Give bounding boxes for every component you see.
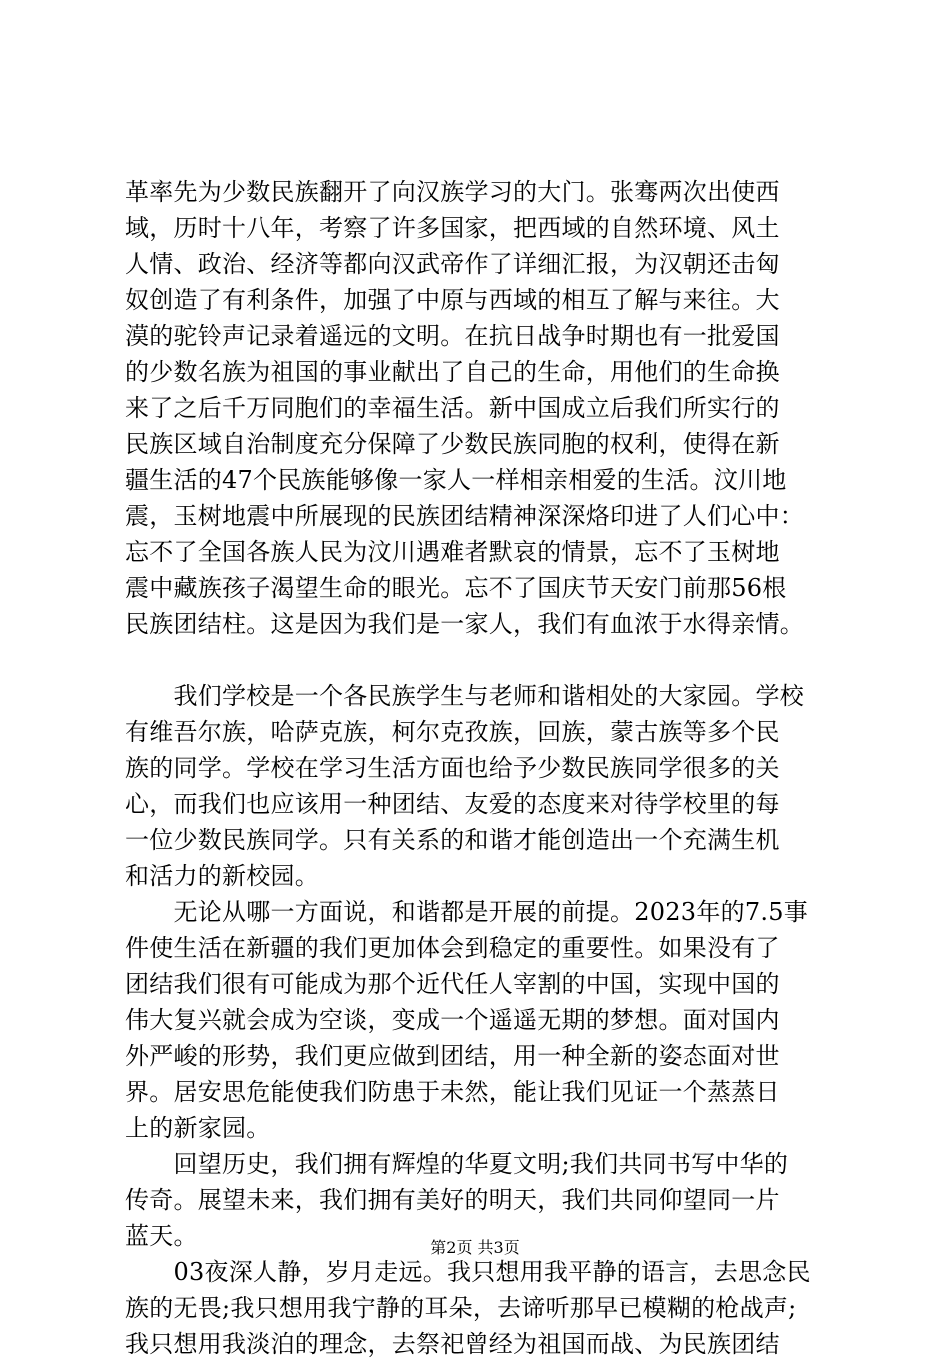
text-line: 团结我们很有可能成为那个近代任人宰割的中国，实现中国的 — [125, 970, 780, 998]
paragraph-school — [125, 678, 833, 894]
text-line: 蓝天。 — [125, 1222, 198, 1250]
text-line: 人情、政治、经济等都向汉武帝作了详细汇报，为汉朝还击匈 — [125, 250, 780, 278]
text-line: 03夜深人静，岁月走远。我只想用我平静的语言，去思念民 — [125, 1258, 811, 1286]
text-line: 民族区域自治制度充分保障了少数民族同胞的权利，使得在新 — [125, 430, 780, 458]
text-line: 伟大复兴就会成为空谈，变成一个遥遥无期的梦想。面对国内 — [125, 1006, 780, 1034]
text-line: 我只想用我淡泊的理念，去祭祀曾经为祖国而战、为民族团结 — [125, 1330, 780, 1358]
text-line: 革率先为少数民族翻开了向汉族学习的大门。张骞两次出使西 — [125, 178, 780, 206]
text-line: 疆生活的47个民族能够像一家人一样相亲相爱的生活。汶川地 — [125, 466, 787, 494]
text-line: 外严峻的形势，我们更应做到团结，用一种全新的姿态面对世 — [125, 1042, 780, 1070]
text-line: 族的无畏;我只想用我宁静的耳朵，去谛听那早已模糊的枪战声; — [125, 1294, 797, 1322]
text-line: 和活力的新校园。 — [125, 862, 319, 890]
text-line: 域，历时十八年，考察了许多国家，把西域的自然环境、风土 — [125, 214, 780, 242]
text-line: 界。居安思危能使我们防患于未然，能让我们见证一个蒸蒸日 — [125, 1078, 780, 1106]
text-line: 件使生活在新疆的我们更加体会到稳定的重要性。如果没有了 — [125, 934, 780, 962]
text-line: 忘不了全国各族人民为汶川遇难者默哀的情景，忘不了玉树地 — [125, 538, 780, 566]
text-line: 的少数名族为祖国的事业献出了自己的生命，用他们的生命换 — [125, 358, 780, 386]
text-line: 传奇。展望未来，我们拥有美好的明天，我们共同仰望同一片 — [125, 1186, 780, 1214]
text-line: 民族团结柱。这是因为我们是一家人，我们有血浓于水得亲情。 — [125, 610, 804, 638]
text-line: 有维吾尔族，哈萨克族，柯尔克孜族，回族，蒙古族等多个民 — [125, 718, 780, 746]
document-body — [125, 174, 833, 1362]
text-line: 漠的驼铃声记录着遥远的文明。在抗日战争时期也有一批爱国 — [125, 322, 780, 350]
paragraph-harmony — [125, 894, 833, 1146]
text-line: 无论从哪一方面说，和谐都是开展的前提。2023年的7.5事 — [125, 898, 808, 926]
text-line: 来了之后千万同胞们的幸福生活。新中国成立后我们所实行的 — [125, 394, 780, 422]
text-line: 奴创造了有利条件，加强了中原与西域的相互了解与来往。大 — [125, 286, 780, 314]
text-line: 族的同学。学校在学习生活方面也给予少数民族同学很多的关 — [125, 754, 780, 782]
text-line: 心，而我们也应该用一种团结、友爱的态度来对待学校里的每 — [125, 790, 780, 818]
page-footer — [0, 1238, 950, 1258]
text-line: 上的新家园。 — [125, 1114, 271, 1142]
text-line: 一位少数民族同学。只有关系的和谐才能创造出一个充满生机 — [125, 826, 780, 854]
text-line: 我们学校是一个各民族学生与老师和谐相处的大家园。学校 — [125, 682, 804, 710]
text-line: 回望历史，我们拥有辉煌的华夏文明;我们共同书写中华的 — [125, 1150, 789, 1178]
text-line: 震，玉树地震中所展现的民族团结精神深深烙印进了人们心中： — [125, 502, 804, 530]
paragraph-night — [125, 1254, 833, 1362]
text-line: 震中藏族孩子渴望生命的眼光。忘不了国庆节天安门前那56根 — [125, 574, 787, 602]
page-number-label: 第2页 共3页 — [430, 1238, 520, 1257]
paragraph-history — [125, 174, 833, 642]
